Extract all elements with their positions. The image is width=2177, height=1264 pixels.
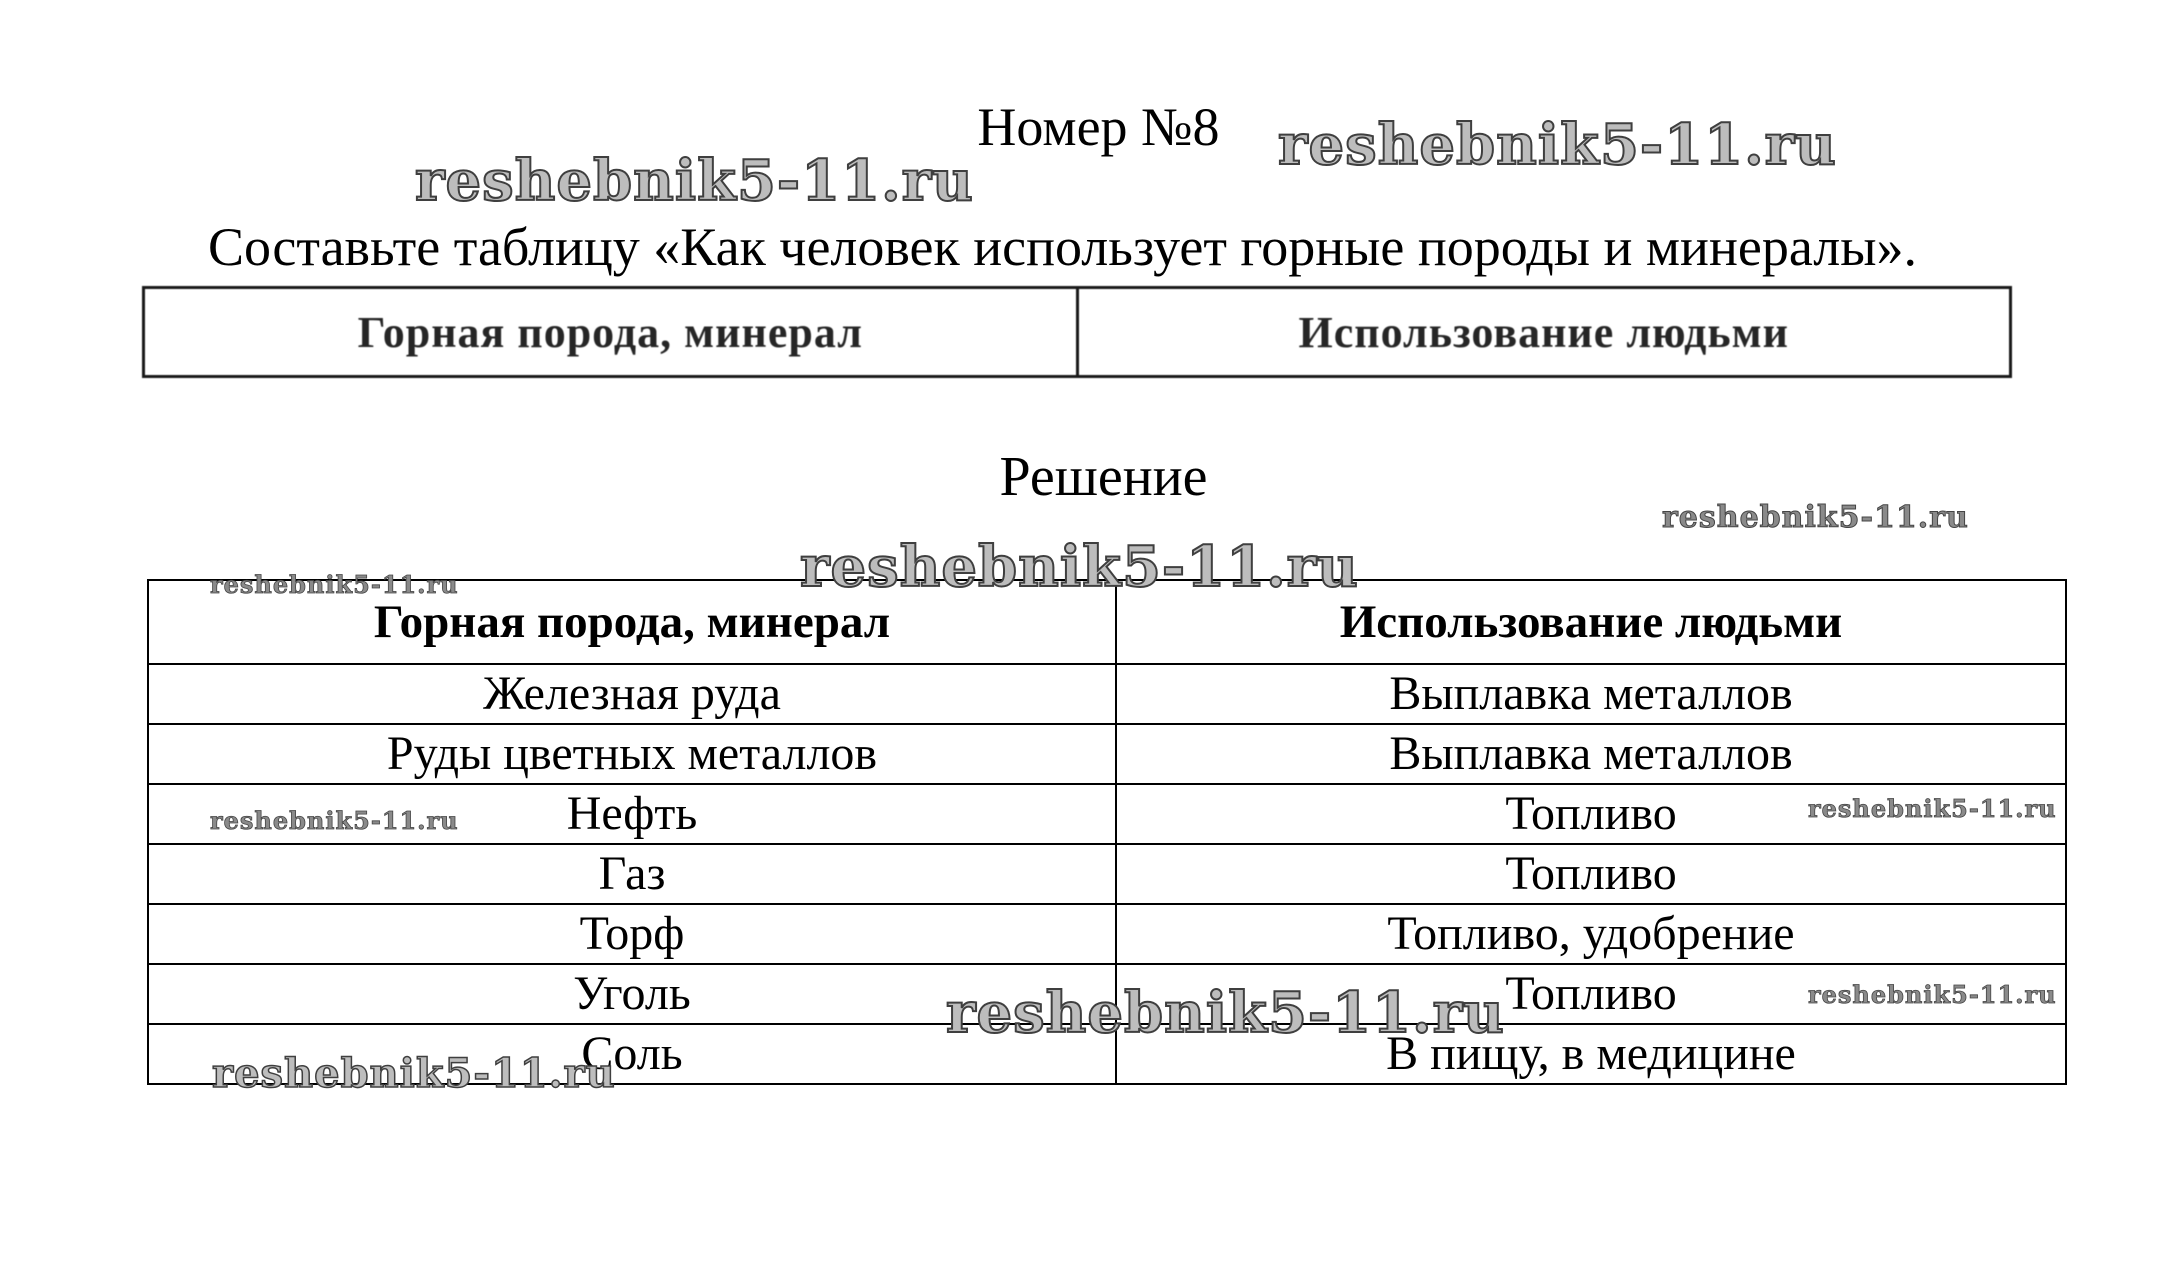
header-cell-usage: Использование людьми bbox=[1116, 580, 2066, 664]
watermark: reshebnik5-11.ru bbox=[210, 570, 459, 599]
usage-cell: Топливо bbox=[1116, 964, 2066, 1024]
watermark: reshebnik5-11.ru bbox=[1808, 980, 2057, 1009]
usage-cell: Топливо, удобрение bbox=[1116, 904, 2066, 964]
usage-cell: Выплавка металлов bbox=[1116, 724, 2066, 784]
watermark: reshebnik5-11.ru bbox=[1808, 794, 2057, 823]
watermark: reshebnik5-11.ru bbox=[800, 534, 1359, 600]
header-cell-rock: Горная порода, минерал bbox=[148, 580, 1116, 664]
rock-cell: Нефть bbox=[148, 784, 1116, 844]
usage-cell: В пищу, в медицине bbox=[1116, 1024, 2066, 1084]
task-table-header-usage: Использование людьми bbox=[1076, 289, 2010, 375]
usage-cell: Топливо bbox=[1116, 844, 2066, 904]
table-row bbox=[148, 904, 2066, 964]
table-row bbox=[148, 844, 2066, 904]
task-table bbox=[142, 286, 2012, 378]
rock-cell: Торф bbox=[148, 904, 1116, 964]
watermark: reshebnik5-11.ru bbox=[212, 1050, 616, 1097]
watermark: reshebnik5-11.ru bbox=[1662, 500, 1969, 535]
watermark: reshebnik5-11.ru bbox=[210, 806, 459, 835]
watermark: reshebnik5-11.ru bbox=[1278, 112, 1837, 178]
table-row bbox=[148, 724, 2066, 784]
rock-cell: Железная руда bbox=[148, 664, 1116, 724]
rock-cell: Уголь bbox=[148, 964, 1116, 1024]
usage-cell: Выплавка металлов bbox=[1116, 664, 2066, 724]
task-table-header-rock: Горная порода, минерал bbox=[357, 307, 863, 357]
problem-title: Номер №8 bbox=[977, 97, 1220, 157]
solution-heading: Решение bbox=[999, 446, 1208, 508]
usage-cell: Топливо bbox=[1116, 784, 2066, 844]
task-text: Составьте таблицу «Как человек использует горные породы и минералы». bbox=[208, 217, 1917, 277]
rock-cell: Газ bbox=[148, 844, 1116, 904]
table-row bbox=[148, 664, 2066, 724]
rock-cell: Соль bbox=[148, 1024, 1116, 1084]
watermark: reshebnik5-11.ru bbox=[415, 148, 974, 214]
watermark: reshebnik5-11.ru bbox=[946, 980, 1505, 1046]
rock-cell: Руды цветных металлов bbox=[148, 724, 1116, 784]
